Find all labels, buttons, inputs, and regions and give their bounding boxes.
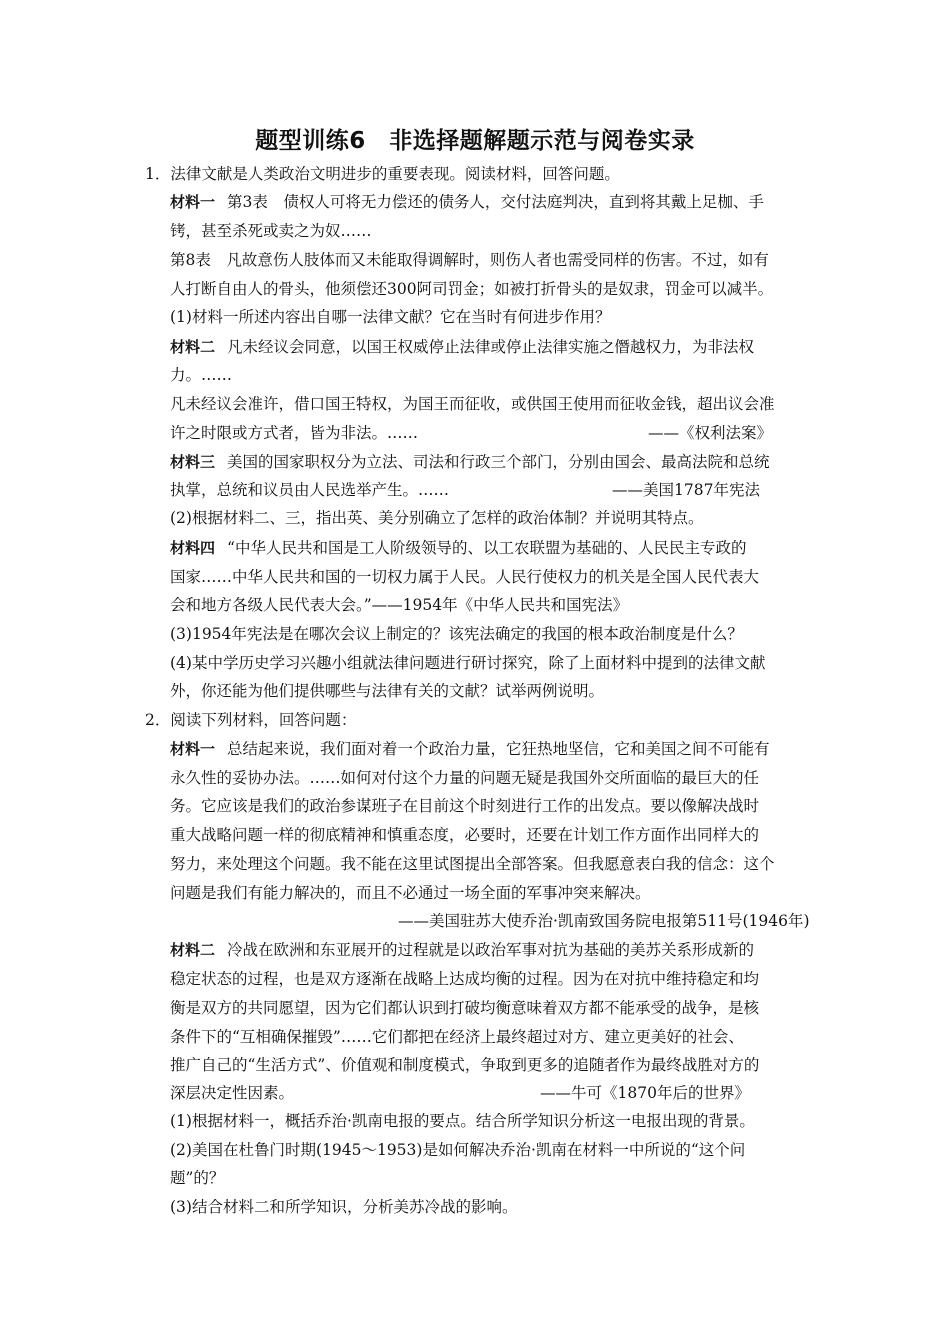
q1-material2-line2: 力。…… xyxy=(170,366,233,384)
q2-subquestion-3: (3)结合材料二和所学知识，分析美苏冷战的影响。 xyxy=(170,1198,518,1216)
q1-material1-line3: 第8表 凡故意伤人肢体而又未能取得调解时，则伤人者也需受同样的伤害。不过，如有 xyxy=(170,251,769,269)
q1-material1-line2: 铐，甚至杀死或卖之为奴…… xyxy=(170,222,372,240)
q2-material2-line1 xyxy=(170,940,754,960)
q2-material1-line4: 重大战略问题一样的彻底精神和慎重态度，必要时，还要在计划工作方面作出同样大的 xyxy=(170,826,760,844)
q2-material1-line3: 务。它应该是我们的政治参谋班子在目前这个时刻进行工作的出发点。要以像解决战时 xyxy=(170,797,760,815)
q2-material2-line6: 深层决定性因素。 xyxy=(170,1084,295,1102)
material-label: 材料二 xyxy=(170,338,216,356)
q2-material1-line1 xyxy=(170,739,770,759)
q2-material1-source: ——美国驻苏大使乔治·凯南致国务院电报第511号(1946年) xyxy=(398,912,810,930)
q1-material4-line1 xyxy=(170,538,746,558)
q1-subquestion-3: (3)1954年宪法是在哪次会议上制定的？该宪法确定的我国的根本政治制度是什么？ xyxy=(170,625,743,643)
q2-material2-source: ——牛可《1870年后的世界》 xyxy=(540,1084,750,1102)
material-label: 材料一 xyxy=(170,193,216,211)
q2-material2-line5: 推广自己的“生活方式”、价值观和制度模式，争取到更多的追随者作为最终战胜对方的 xyxy=(170,1056,760,1074)
q1-material3-line2: 执掌，总统和议员由人民选举产生。…… xyxy=(170,481,450,499)
q2-material1-line2: 永久性的妥协办法。……如何对付这个力量的问题无疑是我国外交所面临的最巨大的任 xyxy=(170,769,760,787)
page-title: 题型训练6 非选择题解题示范与阅卷实录 xyxy=(255,128,695,154)
q1-material2-source: ——《权利法案》 xyxy=(648,424,773,442)
material-text: 总结起来说，我们面对着一个政治力量，它狂热地坚信，它和美国之间不可能有 xyxy=(227,740,770,758)
q1-material2-line3: 凡未经议会准许，借口国王特权，为国王而征收，或供国王使用而征收金钱，超出议会准 xyxy=(170,395,775,413)
material-label: 材料一 xyxy=(170,740,216,758)
q1-material2-line4: 许之时限或方式者，皆为非法。…… xyxy=(170,424,419,442)
material-label: 材料三 xyxy=(170,453,216,471)
q2-material2-line3: 衡是双方的共同愿望，因为它们都认识到打破均衡意味着双方都不能承受的战争，是核 xyxy=(170,999,760,1017)
q2-material2-line4: 条件下的“互相确保摧毁”……它们都把在经济上最终超过对方、建立更美好的社会、 xyxy=(170,1028,744,1046)
q2-material2-line2: 稳定状态的过程，也是双方逐渐在战略上达成均衡的过程。因为在对抗中维持稳定和均 xyxy=(170,970,760,988)
material-text: 第3表 债权人可将无力偿还的债务人，交付法庭判决，直到将其戴上足枷、手 xyxy=(227,193,764,211)
q1-material3-source: ——美国1787年宪法 xyxy=(612,481,760,499)
q1-subquestion-1: (1)材料一所述内容出自哪一法律文献？它在当时有何进步作用？ xyxy=(170,308,611,326)
material-text: 凡未经议会同意，以国王权威停止法律或停止法律实施之僭越权力，为非法权 xyxy=(227,338,755,356)
material-text: 美国的国家职权分为立法、司法和行政三个部门，分别由国会、最高法院和总统 xyxy=(227,453,770,471)
q1-intro: 1．法律文献是人类政治文明进步的重要表现。阅读材料，回答问题。 xyxy=(145,165,620,183)
material-text: 冷战在欧洲和东亚展开的过程就是以政治军事对抗为基础的美苏关系形成新的 xyxy=(227,941,755,959)
q1-subquestion-2: (2)根据材料二、三，指出英、美分别确立了怎样的政治体制？并说明其特点。 xyxy=(170,509,704,527)
q1-material1-line1 xyxy=(170,192,764,212)
q1-material1-line4: 人打断自由人的骨头，他须偿还300阿司罚金；如被打折骨头的是奴隶，罚金可以减半。 xyxy=(170,280,774,298)
q1-material3-line1 xyxy=(170,452,770,472)
q2-subquestion-2-line2: 题”的？ xyxy=(170,1169,225,1187)
q2-material1-line6: 问题是我们有能力解决的，而且不必通过一场全面的军事冲突来解决。 xyxy=(170,884,651,902)
q2-material1-line5: 努力，来处理这个问题。我不能在这里试图提出全部答案。但我愿意表白我的信念：这个 xyxy=(170,855,775,873)
q2-subquestion-1: (1)根据材料一，概括乔治·凯南电报的要点。结合所学知识分析这一电报出现的背景。 xyxy=(170,1112,755,1130)
q2-subquestion-2-line1: (2)美国在杜鲁门时期(1945～1953)是如何解决乔治·凯南在材料一中所说的“这个问 xyxy=(170,1141,746,1159)
material-text: “中华人民共和国是工人阶级领导的、以工农联盟为基础的、人民民主专政的 xyxy=(227,539,747,557)
material-label: 材料四 xyxy=(170,539,216,557)
q1-subquestion-4-line2: 外，你还能为他们提供哪些与法律有关的文献？试举两例说明。 xyxy=(170,682,605,700)
q1-subquestion-4-line1: (4)某中学历史学习兴趣小组就法律问题进行研讨探究，除了上面材料中提到的法律文献 xyxy=(170,654,766,672)
q1-material2-line1 xyxy=(170,337,754,357)
q1-material4-line3: 会和地方各级人民代表大会。”——1954年《中华人民共和国宪法》 xyxy=(170,596,629,614)
q2-intro: 2．阅读下列材料，回答问题： xyxy=(145,711,357,729)
material-label: 材料二 xyxy=(170,941,216,959)
q1-material4-line2: 国家……中华人民共和国的一切权力属于人民。人民行使权力的机关是全国人民代表大 xyxy=(170,568,760,586)
